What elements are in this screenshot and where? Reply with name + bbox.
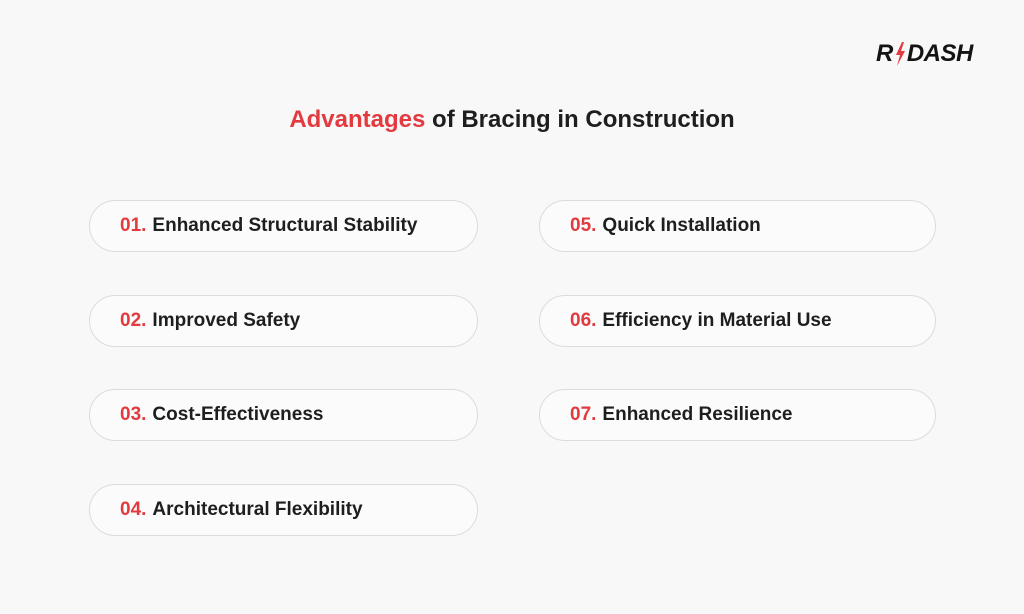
item-label: Improved Safety <box>152 310 301 331</box>
item-label: Architectural Flexibility <box>152 499 363 520</box>
advantage-item-04 <box>89 484 478 536</box>
page-title <box>0 106 1024 134</box>
title-accent: Advantages <box>289 106 426 133</box>
item-label: Enhanced Structural Stability <box>152 215 418 236</box>
lightning-bolt-icon <box>894 42 906 66</box>
item-number: 02. <box>120 310 147 331</box>
item-label: Quick Installation <box>602 215 761 236</box>
item-label: Cost-Effectiveness <box>152 404 324 425</box>
advantage-item-01 <box>89 200 478 252</box>
item-label: Enhanced Resilience <box>602 404 793 425</box>
item-number: 05. <box>570 215 597 236</box>
advantage-item-03 <box>89 389 478 441</box>
item-number: 07. <box>570 404 597 425</box>
item-number: 03. <box>120 404 147 425</box>
rdash-logo <box>876 40 973 68</box>
title-rest: of Bracing in Construction <box>425 106 735 133</box>
logo-letter-r: R <box>876 40 893 67</box>
advantage-item-06 <box>539 295 936 347</box>
item-number: 01. <box>120 215 147 236</box>
logo-word-dash: DASH <box>906 40 973 67</box>
advantage-item-05 <box>539 200 936 252</box>
advantage-item-07 <box>539 389 936 441</box>
advantage-item-02 <box>89 295 478 347</box>
item-label: Efficiency in Material Use <box>602 310 832 331</box>
item-number: 06. <box>570 310 597 331</box>
item-number: 04. <box>120 499 147 520</box>
